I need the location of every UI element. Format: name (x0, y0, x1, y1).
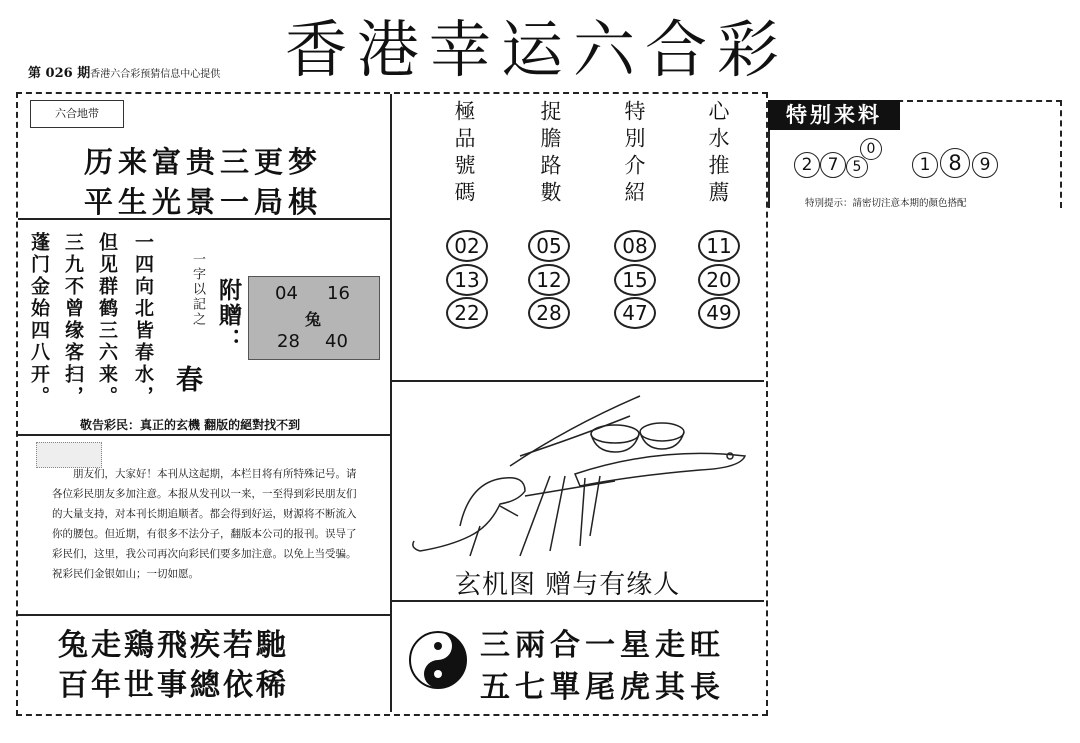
lizard-body (420, 478, 525, 551)
verse-column-3: 三九不曾缘客扫， (62, 232, 84, 408)
issue-line (28, 62, 220, 81)
riddle-illustration (400, 386, 760, 566)
issue-number: 第 026 期 (28, 66, 91, 81)
bottom-right-line-2: 五七單尾虎其長 (480, 670, 725, 705)
page-title: 香港幸运六合彩 (285, 13, 790, 86)
gift-answer: 春 (176, 365, 203, 396)
gift-hint: 一字以記之 (190, 252, 205, 327)
left-divider-3 (18, 614, 390, 616)
special-digit: 0 (860, 138, 882, 160)
verse-column-2: 但见群鹤三六来。 (96, 232, 118, 408)
number-ball: 15 (614, 264, 656, 296)
stick-line (525, 481, 615, 496)
bottom-poem-line-2: 百年世事總依稀 (58, 668, 289, 703)
special-title: 特别来料 (768, 100, 900, 130)
special-digit: 8 (940, 148, 970, 178)
number-ball: 47 (614, 297, 656, 329)
announcement-paragraph: 朋友们，大家好！本刊从这起期，本栏目将有所特殊记号。请各位彩民朋友多加注意。本报从发刊以一来，一至得到彩民朋友们的大量支持，对本刊长期追顺者。都会得到好运，财源将不断流入你的腰包。但近期，有很多不法分子，翻版本公司的报刊。误导了彩民们，这里，我公司再次向彩民们要多加注意。以免上当受骗。祝彩民们金银如山；一切如愿。 (52, 468, 357, 580)
gift-number: 40 (325, 331, 348, 352)
basket-shape (640, 423, 684, 441)
issue-provider: 香港六合彩预猜信息中心提供 (90, 69, 221, 80)
verse-column-4: 蓬门金始四八开。 (28, 232, 50, 408)
bottom-poem-line-1: 兔走鶏飛疾若馳 (58, 628, 289, 663)
gift-number: 04 (275, 283, 298, 304)
special-digit: 1 (912, 152, 938, 178)
gift-number: 28 (277, 331, 300, 352)
bottom-right-line-1: 三兩合一星走旺 (480, 628, 725, 663)
number-ball: 08 (614, 230, 656, 262)
special-digit: 9 (972, 152, 998, 178)
number-ball: 22 (446, 297, 488, 329)
column-heading-4: 心水推薦 (706, 100, 730, 208)
notice-text: 敬告彩民：真正的玄機 翻版的絕對找不到 (80, 418, 301, 432)
special-note: 特別提示：請密切注意本期的顏色搭配 (805, 198, 967, 209)
center-divider (390, 94, 392, 712)
left-divider-2 (18, 434, 390, 436)
lizard-leg (500, 506, 518, 516)
right-divider-1 (392, 380, 764, 382)
basket-shape (591, 425, 639, 443)
special-digit: 7 (820, 152, 846, 178)
branch-line (520, 416, 630, 456)
special-digit: 5 (846, 156, 868, 178)
number-ball: 13 (446, 264, 488, 296)
stick-line (580, 478, 585, 546)
gift-box (248, 276, 380, 360)
stick-line (550, 476, 565, 551)
snake-body (575, 453, 745, 486)
section-tag: 六合地带 (30, 100, 124, 128)
poem-line-1: 历来富贵三更梦 (84, 145, 323, 179)
column-heading-1: 極品號碼 (452, 100, 476, 208)
picture-caption: 玄机图 赠与有缘人 (455, 570, 681, 600)
number-ball: 49 (698, 297, 740, 329)
column-heading-3: 特別介紹 (622, 100, 646, 208)
gift-label: 附贈： (215, 278, 242, 353)
number-ball: 20 (698, 264, 740, 296)
number-ball: 11 (698, 230, 740, 262)
number-ball: 28 (528, 297, 570, 329)
lizard-tail (413, 541, 420, 551)
poem-line-2: 平生光景一局棋 (84, 185, 323, 219)
special-digit: 2 (794, 152, 820, 178)
number-ball: 02 (446, 230, 488, 262)
gift-number: 16 (327, 283, 350, 304)
number-ball: 05 (528, 230, 570, 262)
gift-zodiac: 兔 (305, 310, 322, 329)
number-ball: 12 (528, 264, 570, 296)
column-heading-2: 捉膽路數 (538, 100, 562, 208)
yin-yang-icon (408, 630, 468, 690)
verse-column-1: 一四向北皆春水， (132, 232, 154, 408)
branch-line (510, 396, 640, 466)
lizard-leg (470, 526, 480, 556)
